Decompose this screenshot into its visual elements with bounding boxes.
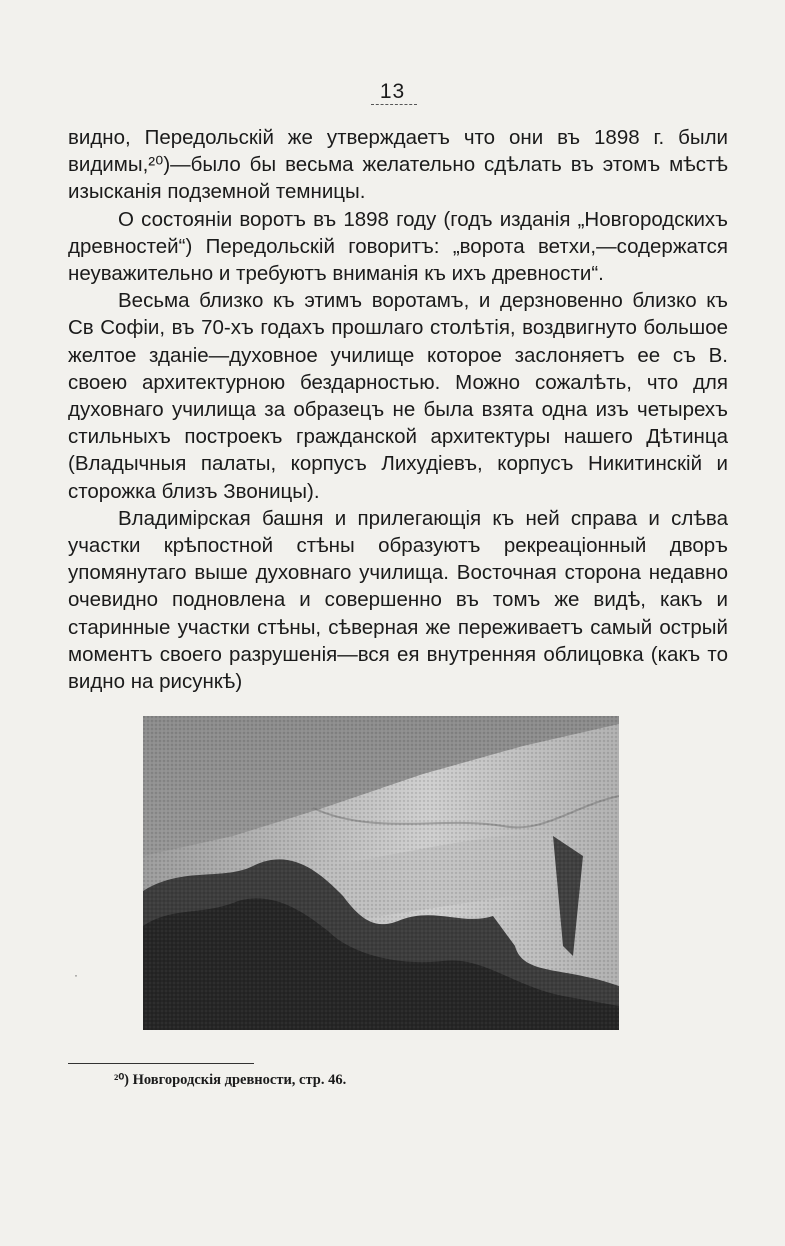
scan-mark: ·	[74, 968, 78, 982]
footnote-marker: ²⁰)	[114, 1072, 129, 1088]
footnote-rule	[68, 1063, 254, 1064]
paragraph-1: видно, Передольскiй же утверждаетъ что они въ 1898 г. были видимы,²⁰)—было бы весьма желательно сдѣлать въ этомъ мѣстѣ изысканiя подземной темницы.	[68, 126, 728, 204]
paragraph-4: Владимiрская башня и прилегающiя къ ней справа и слѣва участки крѣпостной стѣны образуютъ рекреацiонный дворъ упомянутаго выше духовнаго училища. Восточная сторона недавно очевидно подновлена и совершенно въ томъ же видѣ, какъ и старинные участки стѣны, сѣверная же переживаетъ самый острый моментъ своего разрушенiя—вся ея внутренняя облицовка (какъ то видно на рисункѣ)	[68, 506, 728, 694]
page-number: 13	[379, 80, 406, 103]
photo-illustration	[143, 716, 619, 1030]
fortress-wall-photo	[143, 716, 619, 1030]
body-text	[68, 124, 728, 695]
paragraph-3: Весьма близко къ этимъ воротамъ, и дерзновенно близко къ Св Софiи, въ 70-хъ годахъ прошлаго столѣтiя, воздвигнуто большое желтое зданiе—духовное училище которое заслоняетъ ее съ В. своею архитектурною бездарностью. Можно сожалѣть, что для духовнаго училища за образецъ не была взята одна изъ четырехъ стильныхъ построекъ гражданской архитектуры нашего Дѣтинца (Владычныя палаты, корпусъ Лихудiевъ, корпусъ Никитинскiй и сторожка близъ Звоницы).	[68, 289, 728, 503]
page-number-rule	[371, 104, 417, 105]
footnote-text: Новгородскiя древности, стр. 46.	[132, 1072, 347, 1088]
footnote	[114, 1072, 346, 1089]
paragraph-2: О состоянiи воротъ въ 1898 году (годъ изданiя „Новгородскихъ древностей“) Передольскiй говоритъ: „ворота ветхи,—содержатся неуважительно и требуютъ вниманiя къ ихъ древности“.	[68, 207, 728, 286]
